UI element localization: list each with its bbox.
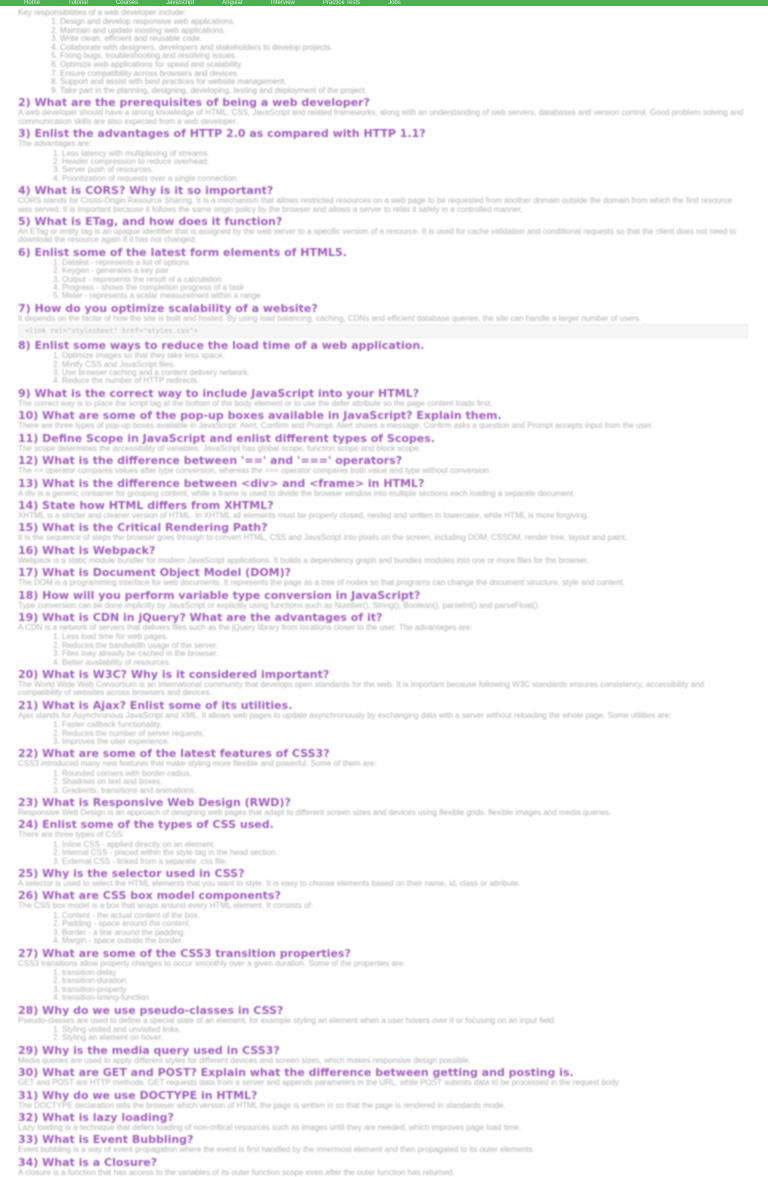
question-heading: 15) What is the Critical Rendering Path? xyxy=(18,521,268,535)
list-item: 3. Server push of resources. xyxy=(62,166,748,174)
list-item: 2. Padding - space around the content. xyxy=(62,920,748,928)
list-item: 1. Content - the actual content of the box. xyxy=(62,912,748,920)
answer-text: The advantages are: xyxy=(18,139,92,149)
list-item: 2. Keygen - generates a key pair xyxy=(62,267,748,275)
list-item: 2. Header compression to reduce overhead. xyxy=(62,158,748,166)
answer-text: The DOCTYPE declaration tells the browser which version of HTML the page is written in so that the page is rendered in standards mode. xyxy=(18,1100,506,1110)
list-item: 1. Less load time for web pages. xyxy=(62,633,748,641)
question-heading: 33) What is Event Bubbling? xyxy=(18,1133,194,1147)
intro-list xyxy=(18,18,748,95)
answer-list xyxy=(18,841,748,866)
answer-list xyxy=(18,721,748,746)
list-item: 7. Ensure compatibility across browsers and devices. xyxy=(60,70,748,79)
answer-text: The World Wide Web Consortium is an international community that develops open standards for the web. It is important because following W3C standards ensures consistency, accessibility and compatibility of websites across browsers and devices. xyxy=(18,679,705,698)
list-item: 3. Gradients, transitions and animations. xyxy=(62,787,748,795)
answer-list xyxy=(18,770,748,795)
answer-text: Lazy loading is a technique that defers loading of non-critical resources such as images until they are needed, which improves page load time. xyxy=(18,1122,521,1132)
answer-text: Event bubbling is a way of event propagation where the event is first handled by the innermost element and then propagated to its outer elements. xyxy=(18,1145,535,1155)
question-heading: 27) What are some of the CSS3 transition properties? xyxy=(18,946,351,960)
question-heading: 14) State how HTML differs from XHTML? xyxy=(18,498,274,512)
nav-item[interactable]: Jobs xyxy=(388,0,401,6)
answer-text: A CDN is a network of servers that delivers files such as the jQuery library from locations closer to the user. The advantages are: xyxy=(18,622,473,632)
answer-list xyxy=(18,1026,748,1043)
question-heading: 30) What are GET and POST? Explain what the difference between getting and posting is. xyxy=(18,1066,574,1080)
question-heading: 3) Enlist the advantages of HTTP 2.0 as compared with HTTP 1.1? xyxy=(18,127,426,141)
question-heading: 5) What is ETag, and how does it function? xyxy=(18,215,283,228)
answer-text: The scope determines the accessibility of variables. JavaScript has global scope, function scope and block scope. xyxy=(18,443,421,453)
nav-item[interactable]: Tutorial xyxy=(68,0,88,6)
question-heading: 24) Enlist some of the types of CSS used. xyxy=(18,818,274,832)
answer-text: Pseudo-classes are used to define a special state of an element, for example styling an element when a user hovers over it or focusing on an input field. xyxy=(18,1015,557,1025)
list-item: 3. transition-property xyxy=(62,986,748,994)
list-item: 1. Less latency with multiplexing of streams. xyxy=(62,150,748,158)
answer-list xyxy=(18,969,748,1003)
list-item: 3. Use browser caching and a content delivery network. xyxy=(62,369,748,377)
answer-text: CORS stands for Cross-Origin Resource Sharing. It is a mechanism that allows restricted resources on a web page to be requested from another domain outside the domain from which the first resource was served. It is important because it follows the same origin policy by the browser and allows a server to relax it safely in a controlled manner. xyxy=(18,196,733,214)
list-item: 1. Design and develop responsive web applications. xyxy=(60,18,748,27)
list-item: 4. transition-timing-function xyxy=(62,994,748,1002)
list-item: 5. Meter - represents a scalar measurement within a range xyxy=(62,292,748,300)
answer-text: An ETag or entity tag is an opaque identifier that is assigned by the web server to a specific version of a resource. It is used for cache validation and conditional requests so that the client does not need to download the resource again if it has not changed. xyxy=(18,227,737,245)
answer-list xyxy=(18,150,748,184)
answer-text: There are three types of pop-up boxes available in JavaScript: Alert, Confirm and Prompt. Alert shows a message, Confirm asks a question and Prompt accepts input from the user. xyxy=(18,421,654,431)
question-heading: 18) How will you perform variable type conversion in JavaScript? xyxy=(18,588,421,602)
answer-text: A web developer should have a strong knowledge of HTML, CSS, JavaScript and related frameworks, along with an understanding of web servers, databases and version control. Good problem solving and communication skills are also expected from a web developer. xyxy=(18,108,744,126)
question-heading: 7) How do you optimize scalability of a website? xyxy=(18,301,318,315)
list-item: 1. Styling visited and unvisited links. xyxy=(62,1026,748,1034)
answer-list xyxy=(18,259,748,301)
code-block: <link rel="stylesheet" href="styles.css"> xyxy=(18,324,748,338)
answer-text: Responsive Web Design is an approach of designing web pages that adapt to different screen sizes and devices using flexible grids, flexible images and media queries. xyxy=(18,808,612,818)
question-heading: 8) Enlist some ways to reduce the load time of a web application. xyxy=(18,339,425,353)
list-item: 2. Internal CSS - placed within the style tag in the head section. xyxy=(62,849,748,857)
nav-item[interactable]: Practice Tests xyxy=(322,0,361,6)
list-item: 3. External CSS - linked from a separate .css file. xyxy=(62,858,748,866)
nav-item[interactable]: Angular xyxy=(222,0,243,6)
answer-text: It is the sequence of steps the browser goes through to convert HTML, CSS and JavaScript into pixels on the screen, including DOM, CSSOM, render tree, layout and paint. xyxy=(18,533,628,543)
answer-text: The correct way is to place the script tag at the bottom of the body element or to use the defer attribute so the page content loads first. xyxy=(18,398,493,408)
article-body xyxy=(0,6,768,1177)
answer-list xyxy=(18,912,748,946)
answer-text: Webpack is a static module bundler for modern JavaScript applications. It builds a dependency graph and bundles modules into one or more files for the browser. xyxy=(18,555,589,565)
question-heading: 32) What is lazy loading? xyxy=(18,1110,174,1124)
question-heading: 17) What is Document Object Model (DOM)? xyxy=(18,566,292,580)
answer-text: A div is a generic container for grouping content, while a frame is used to divide the browser window into multiple sections each loading a separate document. xyxy=(18,488,576,498)
list-item: 1. Optimize images so that they take less space. xyxy=(62,352,748,360)
answer-text: XHTML is a stricter and cleaner version of HTML. In XHTML all elements must be properly closed, nested and written in lowercase, while HTML is more forgiving. xyxy=(18,510,589,520)
answer-text: Media queries are used to apply different styles for different devices and screen sizes, which makes responsive design possible. xyxy=(18,1055,471,1065)
list-item: 3. Border - a line around the padding. xyxy=(62,929,748,937)
list-item: 4. Better availability of resources. xyxy=(62,659,748,667)
list-item: 1. transition-delay xyxy=(62,969,748,977)
list-item: 2. Reduces the number of server requests. xyxy=(62,730,748,738)
nav-item[interactable]: JavaScript xyxy=(166,0,195,6)
question-heading: 21) What is Ajax? Enlist some of its utilities. xyxy=(18,698,293,712)
question-heading: 22) What are some of the latest features of CSS3? xyxy=(18,747,330,761)
list-item: 1. Faster callback functionality. xyxy=(62,721,748,729)
question-list xyxy=(18,97,748,1177)
answer-text: There are three types of CSS: xyxy=(18,830,125,840)
answer-text: A closure is a function that has access to the variables of its outer function scope even after the outer function has returned. xyxy=(18,1167,455,1177)
nav-item[interactable]: Interview xyxy=(270,0,295,6)
answer-text: A selector is used to select the HTML elements that you want to style. It is easy to choose elements based on their name, id, class or attribute. xyxy=(18,879,521,889)
list-item: 2. Styling an element on hover. xyxy=(62,1034,748,1042)
question-heading: 13) What is the difference between <div> and <frame> in HTML? xyxy=(18,476,425,490)
question-heading: 12) What is the difference between '==' and '===' operators? xyxy=(18,454,403,468)
list-item: 2. Reduces the bandwidth usage of the server. xyxy=(62,642,748,650)
question-heading: 19) What is CDN in jQuery? What are the advantages of it? xyxy=(18,610,383,624)
answer-text: Ajax stands for Asynchronous JavaScript and XML. It allows web pages to update asynchronously by exchanging data with a server without reloading the whole page. Some utilities are: xyxy=(18,710,672,720)
answer-text: Type conversion can be done implicitly by JavaScript or explicitly using functions such as Number(), String(), Boolean(), parseInt() and parseFloat(). xyxy=(18,600,541,610)
answer-text: CSS3 transitions allow property changes to occur smoothly over a given duration. Some of the properties are: xyxy=(18,958,406,968)
question-heading: 28) Why do we use pseudo-classes in CSS? xyxy=(18,1003,284,1017)
question-heading: 34) What is a Closure? xyxy=(18,1155,158,1169)
nav-item[interactable]: Home xyxy=(24,0,41,6)
list-item: 6. Optimize web applications for speed and scalability. xyxy=(60,61,748,70)
list-item: 8. Support and assist with best practices for website management. xyxy=(60,78,748,87)
question-heading: 26) What are CSS box model components? xyxy=(18,889,281,903)
list-item: 2. Minify CSS and JavaScript files. xyxy=(62,361,748,369)
answer-text: The CSS box model is a box that wraps around every HTML element. It consists of: xyxy=(18,901,313,911)
nav-item[interactable]: Courses xyxy=(115,0,139,6)
answer-text: The DOM is a programming interface for web documents. It represents the page as a tree of nodes so that programs can change the document structure, style and content. xyxy=(18,578,625,588)
list-item: 5. Fixing bugs, troubleshooting and resolving issues. xyxy=(60,52,748,61)
list-item: 2. Maintain and update existing web applications. xyxy=(60,27,748,36)
list-item: 4. Progress - shows the completion progress of a task xyxy=(62,284,748,292)
list-item: 3. Files may already be cached in the browser. xyxy=(62,650,748,658)
question-heading: 16) What is Webpack? xyxy=(18,543,156,557)
list-item: 9. Take part in the planning, designing, developing, testing and deployment of the project. xyxy=(60,87,748,96)
list-item: 4. Margin - space outside the border. xyxy=(62,937,748,945)
intro-text: Key responsibilities of a web developer include: xyxy=(18,8,187,17)
list-item: 4. Reduce the number of HTTP redirects. xyxy=(62,377,748,385)
question-heading: 10) What are some of the pop-up boxes available in JavaScript? Explain them. xyxy=(18,409,502,423)
question-heading: 23) What is Responsive Web Design (RWD)? xyxy=(18,796,291,810)
question-heading: 2) What are the prerequisites of being a web developer? xyxy=(18,96,370,110)
list-item: 1. Inline CSS - applied directly on an element. xyxy=(62,841,748,849)
list-item: 2. transition-duration xyxy=(62,977,748,985)
answer-text: GET and POST are HTTP methods. GET requests data from a server and appends parameters in the URL, while POST submits data to be processed in the request body. xyxy=(18,1078,621,1088)
list-item: 3. Output - represents the result of a calculation xyxy=(62,276,748,284)
list-item: 1. Datalist - represents a list of options xyxy=(62,259,748,267)
question-heading: 29) Why is the media query used in CSS3? xyxy=(18,1043,280,1057)
list-item: 2. Shadows on text and boxes. xyxy=(62,778,748,786)
list-item: 4. Prioritization of requests over a single connection. xyxy=(62,175,748,183)
question-heading: 20) What is W3C? Why is it considered important? xyxy=(18,667,330,681)
answer-text: CSS3 introduced many new features that make styling more flexible and powerful. Some of them are: xyxy=(18,759,377,769)
question-heading: 11) Define Scope in JavaScript and enlist different types of Scopes. xyxy=(18,431,435,445)
list-item: 3. Write clean, efficient and reusable code. xyxy=(60,35,748,44)
question-heading: 4) What is CORS? Why is it so important? xyxy=(18,184,274,198)
list-item: 1. Rounded corners with border-radius. xyxy=(62,770,748,778)
question-heading: 25) Why is the selector used in CSS? xyxy=(18,867,245,881)
answer-text: It depends on the factor of how the site is built and hosted. By using load balancing, caching, CDNs and efficient database queries, the site can handle a larger number of users. xyxy=(18,313,642,323)
list-item: 3. Improves the user experience. xyxy=(62,738,748,746)
list-item: 4. Collaborate with designers, developers and stakeholders to develop projects. xyxy=(60,44,748,53)
question-heading: 6) Enlist some of the latest form elements of HTML5. xyxy=(18,245,347,259)
answer-text: The == operator compares values after type conversion, whereas the === operator compares both value and type without conversion. xyxy=(18,466,491,476)
question-heading: 31) Why do we use DOCTYPE in HTML? xyxy=(18,1088,258,1102)
answer-list xyxy=(18,633,748,667)
answer-list xyxy=(18,352,748,386)
question-heading: 9) What is the correct way to include JavaScript into your HTML? xyxy=(18,386,420,400)
